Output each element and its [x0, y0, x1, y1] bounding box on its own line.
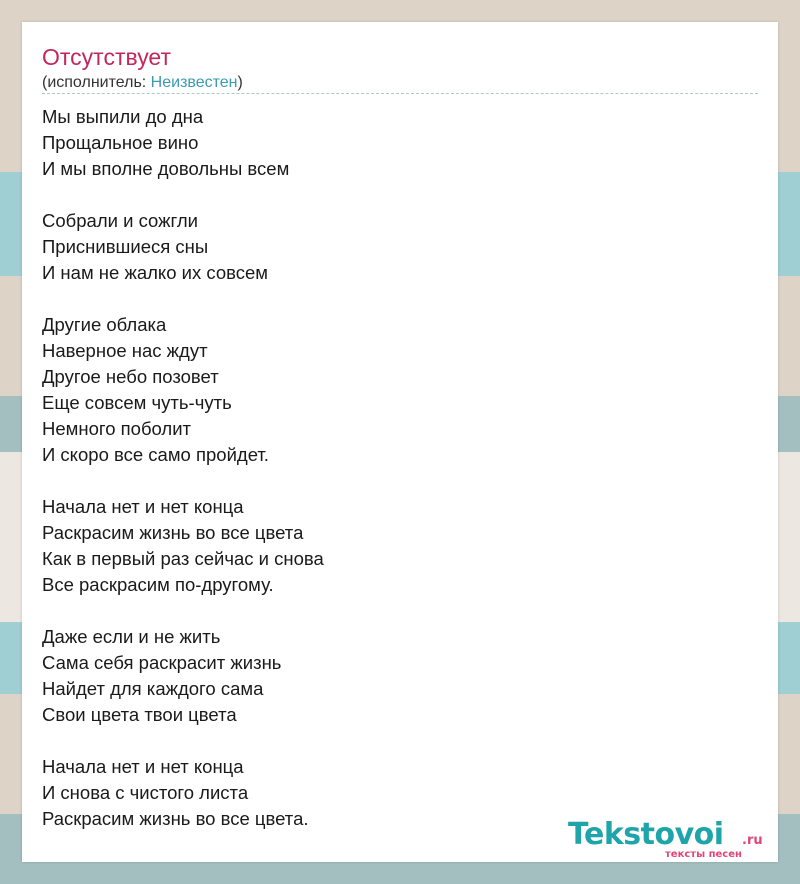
song-title: Отсутствует — [42, 44, 171, 70]
artist-line — [42, 73, 243, 93]
artist-prefix: (исполнитель: — [42, 74, 151, 91]
lyrics-text — [42, 104, 742, 832]
site-logo[interactable] — [568, 818, 778, 860]
artist-link[interactable]: Неизвестен — [150, 74, 238, 91]
lyric-line: Раскрасим жизнь во все цвета — [42, 522, 304, 543]
lyric-line: Немного поболит — [42, 418, 192, 439]
lyric-line: Еще совсем чуть-чуть — [42, 392, 232, 413]
lyric-line: Прощальное вино — [42, 132, 199, 153]
lyric-line: Свои цвета твои цвета — [42, 704, 237, 725]
lyric-line: Все раскрасим по-другому. — [42, 574, 274, 595]
lyric-line: Приснившиеся сны — [42, 236, 209, 257]
artist-suffix: ) — [237, 74, 243, 91]
lyric-line: И мы вполне довольны всем — [42, 158, 290, 179]
lyric-line: Начала нет и нет конца — [42, 496, 244, 517]
lyric-line: Другое небо позовет — [42, 366, 219, 387]
lyric-line: И скоро все само пройдет. — [42, 444, 269, 465]
lyric-line: Собрали и сожгли — [42, 210, 198, 231]
lyric-line: И нам не жалко их совсем — [42, 262, 268, 283]
stanza-break — [42, 598, 742, 624]
stanza-break — [42, 728, 742, 754]
lyric-line: Как в первый раз сейчас и снова — [42, 548, 324, 569]
stanza-break — [42, 286, 742, 312]
stanza-break — [42, 468, 742, 494]
lyrics-card — [22, 22, 778, 862]
logo-domain: .ru — [742, 833, 763, 848]
lyric-line: Начала нет и нет конца — [42, 756, 244, 777]
lyric-line: Найдет для каждого сама — [42, 678, 264, 699]
logo-wordmark: Tekstovoi — [568, 817, 724, 852]
logo-tagline: тексты песен — [665, 849, 742, 860]
lyric-line: Раскрасим жизнь во все цвета. — [42, 808, 309, 829]
stanza-break — [42, 182, 742, 208]
lyric-line: Наверное нас ждут — [42, 340, 208, 361]
lyric-line: Сама себя раскрасит жизнь — [42, 652, 282, 673]
lyric-line: Мы выпили до дна — [42, 106, 204, 127]
lyric-line: И снова с чистого листа — [42, 782, 249, 803]
lyric-line: Другие облака — [42, 314, 167, 335]
lyric-line: Даже если и не жить — [42, 626, 221, 647]
title-divider — [42, 93, 758, 94]
